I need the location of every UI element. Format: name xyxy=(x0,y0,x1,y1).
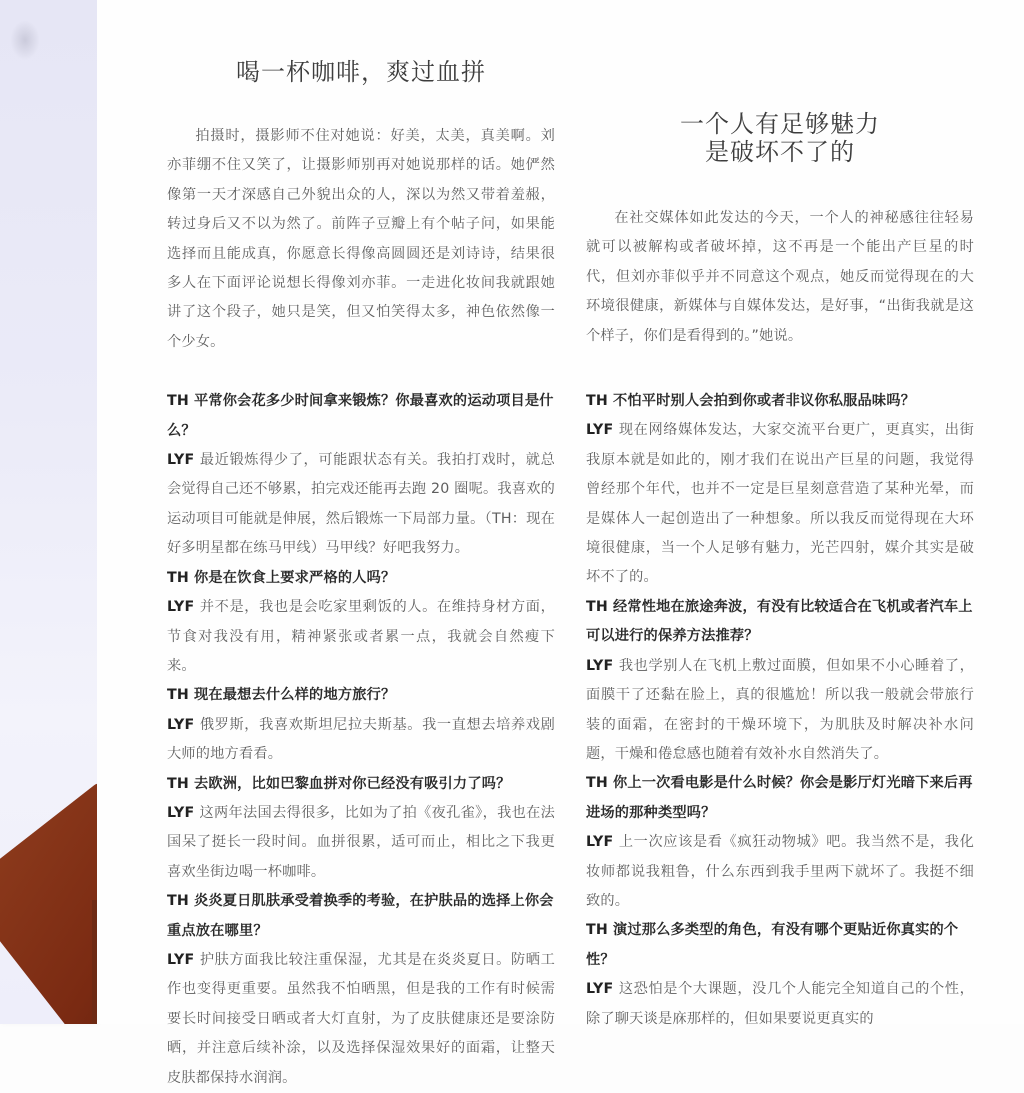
interviewer-tag: TH xyxy=(586,775,608,792)
left-intro-paragraph: 拍摄时，摄影师不住对她说：好美，太美，真美啊。刘亦菲绷不住又笑了，让摄影师别再对她说那样的话。她俨然像第一天才深感自己外貌出众的人，深以为然又带着羞赧，转过身后又不以为然了。前阵子豆瓣上有个帖子问，如果能选择而且能成真，你愿意长得像高圆圆还是刘诗诗，结果很多人在下面评论说想长得像刘亦菲。一走进化妆间我就跟她讲了这个段子，她只是笑，但又怕笑得太多，神色依然像一个少女。 xyxy=(167,128,555,350)
answer-text: 并不是，我也是会吃家里剩饭的人。在维持身材方面，节食对我没有用，精神紧张或者累一点，我就会自然瘦下来。 xyxy=(167,599,555,674)
interviewee-tag: LYF xyxy=(586,981,614,998)
interviewee-tag: LYF xyxy=(167,804,195,821)
interviewer-tag: TH xyxy=(167,393,189,410)
interviewer-tag: TH xyxy=(167,687,189,704)
question xyxy=(167,564,555,593)
qa-item xyxy=(586,387,974,593)
right-heading-line1: 一个人有足够魅力 xyxy=(680,110,880,138)
question xyxy=(586,916,974,975)
interviewer-tag: TH xyxy=(167,775,189,792)
answer-text: 俄罗斯，我喜欢斯坦尼拉夫斯基。我一直想去培养戏剧大师的地方看看。 xyxy=(167,716,555,763)
qa-item xyxy=(167,770,555,888)
interviewer-tag: TH xyxy=(167,569,189,586)
answer-text: 这恐怕是个大课题，没几个人能完全知道自己的个性，除了聊天谈是庥那样的，但如果要说更真实的 xyxy=(586,981,974,1027)
answer xyxy=(586,652,974,770)
answer-text: 我也学别人在飞机上敷过面膜，但如果不小心睡着了，面膜干了还黏在脸上，真的很尴尬！所以我一般就会带旅行装的面霜，在密封的干燥环境下，为肌肤及时解决补水问题，干燥和倦怠感也随着有效补水自然消失了。 xyxy=(586,657,974,762)
interviewee-tag: LYF xyxy=(167,951,195,968)
answer-text: 护肤方面我比较注重保湿，尤其是在炎炎夏日。防晒工作也变得更重要。虽然我不怕晒黑，但是我的工作有时候需要长时间接受日晒或者大灯直射，为了皮肤健康还是要涂防晒，并注意后续补涂，以及选择保湿效果好的面霜，让整天皮肤都保持水润润。 xyxy=(167,951,555,1086)
answer xyxy=(167,446,555,564)
question xyxy=(167,681,555,710)
question xyxy=(586,769,974,828)
interviewee-tag: LYF xyxy=(586,834,614,851)
interviewer-tag: TH xyxy=(167,893,189,910)
answer xyxy=(586,828,974,916)
question-text: 经常性地在旅途奔波，有没有比较适合在飞机或者汽车上可以进行的保养方法推荐？ xyxy=(586,598,973,645)
question xyxy=(167,387,555,446)
answer xyxy=(586,975,974,1034)
qa-item xyxy=(586,593,974,769)
qa-item xyxy=(586,916,974,1034)
right-heading xyxy=(586,110,974,166)
qa-item xyxy=(167,887,555,1093)
question xyxy=(167,770,555,799)
left-heading: 喝一杯咖啡，爽过血拼 xyxy=(236,58,486,86)
question-text: 你上一次看电影是什么时候？你会是影厅灯光暗下来后再进场的那种类型吗？ xyxy=(586,775,973,821)
interviewee-tag: LYF xyxy=(167,452,195,469)
interviewee-tag: LYF xyxy=(167,599,195,616)
answer-text: 现在网络媒体发达，大家交流平台更广，更真实，出街我原本就是如此的，刚才我们在说出产巨星的问题，我觉得曾经那个年代，也并不一定是巨星刻意营造了某种光晕，而是媒体人一起创造出了一种想象。所以我反而觉得现在大环境很健康，当一个人足够有魅力，光芒四射，媒介其实是破坏不了的。 xyxy=(586,422,974,586)
answer-text: 这两年法国去得很多，比如为了拍《夜孔雀》，我也在法国呆了挺长一段时间。血拼很累，适可而止，相比之下我更喜欢坐街边喝一杯咖啡。 xyxy=(167,804,555,880)
right-intro-paragraph: 在社交媒体如此发达的今天，一个人的神秘感往往轻易就可以被解构或者破坏掉，这不再是一个能出产巨星的时代，但刘亦菲似乎并不同意这个观点，她反而觉得现在的大环境很健康，新媒体与自媒体发达，是好事，“出街我就是这个样子，你们是看得到的。”她说。 xyxy=(586,210,974,344)
answer xyxy=(167,799,555,887)
answer-text: 上一次应该是看《疯狂动物城》吧。我当然不是，我化妆师都说我粗鲁，什么东西到我手里两下就坏了。我挺不细致的。 xyxy=(586,834,974,909)
question-text: 去欧洲，比如巴黎血拼对你已经没有吸引力了吗？ xyxy=(193,775,511,792)
right-heading-line2: 是破坏不了的 xyxy=(705,138,855,166)
qa-item xyxy=(167,681,555,769)
answer xyxy=(167,946,555,1093)
interviewee-tag: LYF xyxy=(167,716,195,733)
right-column xyxy=(586,110,974,1034)
qa-item xyxy=(586,769,974,916)
question-text: 演过那么多类型的角色，有没有哪个更贴近你真实的个性？ xyxy=(586,922,959,968)
question xyxy=(586,593,974,652)
question-text: 炎炎夏日肌肤承受着换季的考验，在护肤品的选择上你会重点放在哪里？ xyxy=(167,893,554,939)
question xyxy=(167,887,555,946)
question xyxy=(586,387,974,416)
left-column xyxy=(167,50,555,1093)
photo-fold-shadow xyxy=(10,20,40,60)
interviewer-tag: TH xyxy=(586,598,608,615)
interviewee-tag: LYF xyxy=(586,422,614,439)
interviewer-tag: TH xyxy=(586,922,608,939)
interviewee-tag: LYF xyxy=(586,657,614,674)
qa-item xyxy=(167,564,555,682)
cover-photo-edge xyxy=(0,0,97,1024)
question-text: 平常你会花多少时间拿来锻炼？你最喜欢的运动项目是什么？ xyxy=(167,393,554,439)
red-dress-fabric xyxy=(0,779,97,1024)
interviewer-tag: TH xyxy=(586,393,608,410)
question-text: 现在最想去什么样的地方旅行？ xyxy=(193,687,396,704)
answer xyxy=(586,416,974,592)
question-text: 你是在饮食上要求严格的人吗？ xyxy=(193,569,396,586)
question-text: 不怕平时别人会拍到你或者非议你私服品味吗？ xyxy=(612,393,916,410)
qa-item xyxy=(167,387,555,563)
answer xyxy=(167,593,555,681)
answer xyxy=(167,711,555,770)
answer-text: 最近锻炼得少了，可能跟状态有关。我拍打戏时，就总会觉得自己还不够累，拍完戏还能再去跑 20 圈呢。我喜欢的运动项目可能就是伸展，然后锻炼一下局部力量。（TH：现在好多明星都在练马甲线）马甲线？好吧我努力。 xyxy=(167,452,555,557)
